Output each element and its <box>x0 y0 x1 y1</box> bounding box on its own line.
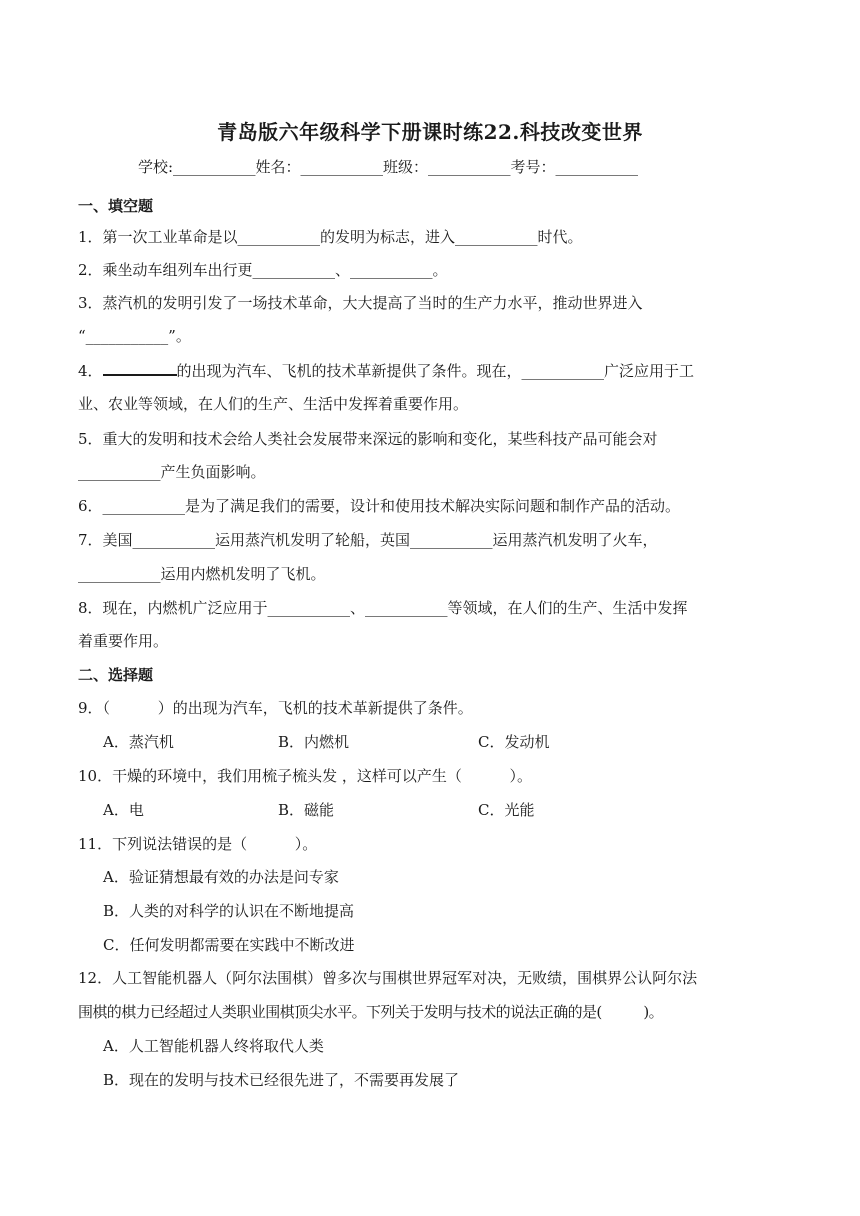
bold-answer-blank <box>103 360 177 376</box>
page-title: 青岛版六年级科学下册课时练22.科技改变世界 <box>217 120 643 144</box>
question-4-line1 <box>78 360 694 381</box>
question-5-line1: 5．重大的发明和技术会给人类社会发展带来深远的影响和变化，某些科技产品可能会对 <box>78 430 658 448</box>
q11-option-a: A．验证猜想最有效的办法是问专家 <box>103 868 339 886</box>
question-3-line1: 3．蒸汽机的发明引发了一场技术革命，大大提高了当时的生产力水平，推动世界进入 <box>78 294 643 312</box>
question-1: 1．第一次工业革命是以___________的发明为标志，进入___________时代。 <box>78 228 583 246</box>
q11-option-b: B．人类的对科学的认识在不断地提高 <box>103 902 355 920</box>
question-8-line2: 着重要作用。 <box>78 632 169 650</box>
question-10: 10．干燥的环境中，我们用梳子梳头发 ，这样可以产生（ ）。 <box>78 767 533 785</box>
question-4-line2: 业、农业等领域，在人们的生产、生活中发挥着重要作用。 <box>78 395 469 413</box>
section-heading-fill: 一、填空题 <box>78 197 154 215</box>
question-4-prefix: 4． <box>78 362 103 380</box>
question-8-line1: 8．现在，内燃机广泛应用于___________、___________等领域，在人们的生产、生活中发挥 <box>78 599 688 617</box>
question-12-line1: 12．人工智能机器人（阿尔法围棋）曾多次与围棋世界冠军对决，无败绩，围棋界公认阿尔法 <box>78 969 698 987</box>
question-11: 11．下列说法错误的是（ ）。 <box>78 835 318 853</box>
question-5-line2: ___________产生负面影响。 <box>78 463 266 481</box>
question-7-line2: ___________运用内燃机发明了飞机。 <box>78 565 326 583</box>
q11-option-c: C．任何发明都需要在实践中不断改进 <box>103 936 355 954</box>
section-heading-choice: 二、选择题 <box>78 666 154 684</box>
question-9: 9．（ ）的出现为汽车，飞机的技术革新提供了条件。 <box>78 699 473 717</box>
q9-option-a: A．蒸汽机 <box>103 733 174 751</box>
q9-option-c: C．发动机 <box>478 733 550 751</box>
question-2: 2．乘坐动车组列车出行更___________、___________。 <box>78 261 448 279</box>
q12-option-a: A．人工智能机器人终将取代人类 <box>103 1037 324 1055</box>
question-3-line2: “___________”。 <box>78 327 191 345</box>
student-info-line: 学校:___________姓名：___________班级：___________考号：___________ <box>138 158 639 176</box>
q9-option-b: B．内燃机 <box>278 733 350 751</box>
question-12-line2: 围棋的棋力已经超过人类职业围棋顶尖水平。下列关于发明与技术的说法正确的是( )。 <box>78 1003 663 1021</box>
q12-option-b: B．现在的发明与技术已经很先进了，不需要再发展了 <box>103 1071 460 1089</box>
q10-option-c: C．光能 <box>478 801 535 819</box>
question-7-line1: 7．美国___________运用蒸汽机发明了轮船，英国___________运用蒸汽机发明了火车， <box>78 531 658 549</box>
q10-option-b: B．磁能 <box>278 801 335 819</box>
q10-option-a: A．电 <box>103 801 144 819</box>
question-4-text: 的出现为汽车、飞机的技术革新提供了条件。现在，___________广泛应用于工 <box>176 362 695 380</box>
question-6: 6．___________是为了满足我们的需要，设计和使用技术解决实际问题和制作产品的活动。 <box>78 497 681 515</box>
